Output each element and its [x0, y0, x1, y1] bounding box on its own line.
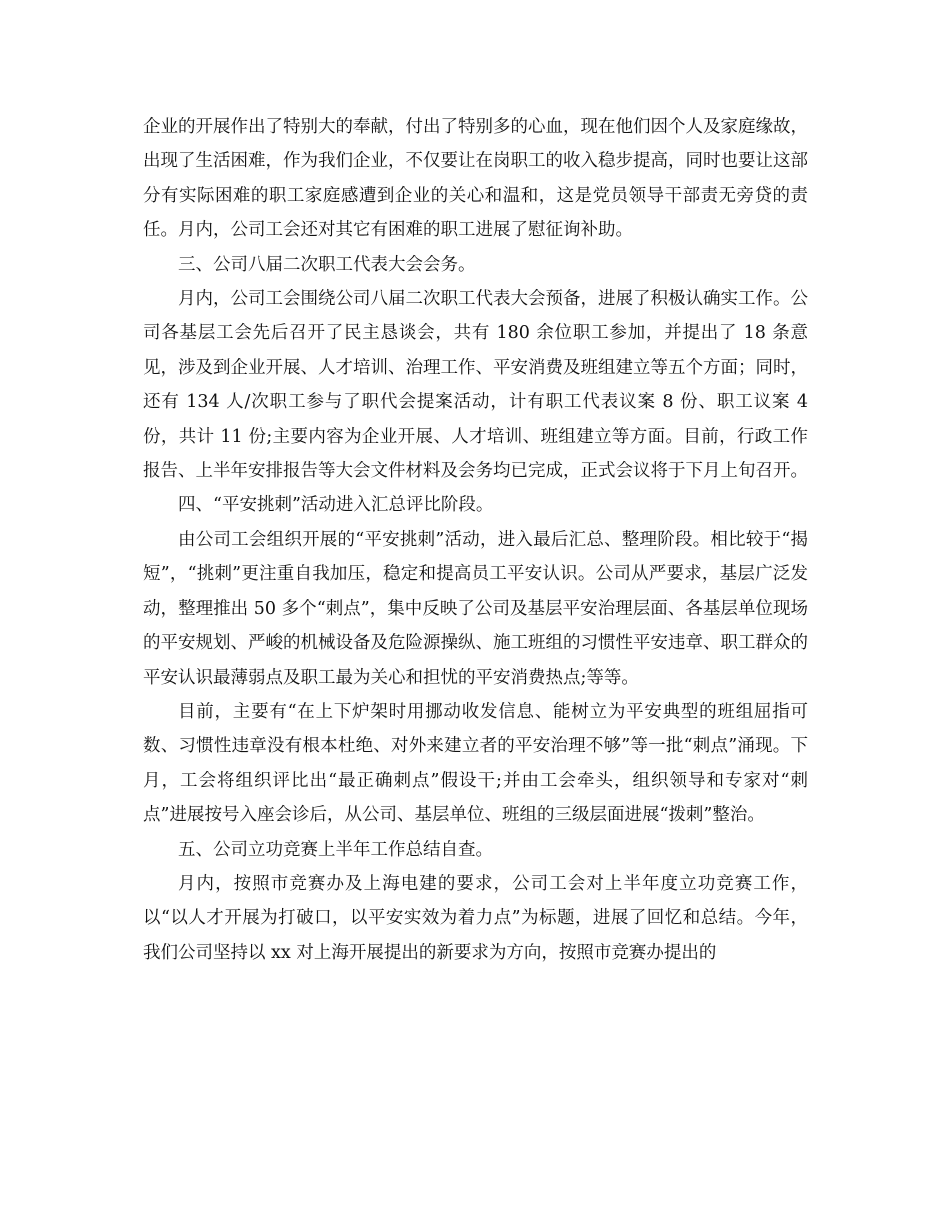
paragraph-2: 月内，公司工会围绕公司八届二次职工代表大会预备，进展了积极认确实工作。公司各基层工会先后召开了民主恳谈会，共有 180 余位职工参加，并提出了 18 条意见，涉及到企业开展、人才培训、治理工作、平安消费及班组建立等五个方面；同时，还有 134 人/次职工参与了职代会提案活动，计有职工代表议案 8 份、职工议案 4 份，共计 11 份;主要内容为企业开展、人才培训、班组建立等方面。目前，行政工作报告、上半年安排报告等大会文件材料及会务均已完成，正式会议将于下月上旬召开。	[143, 289, 808, 482]
section-heading-4: 四、“平安挑刺”活动进入汇总评比阶段。	[178, 495, 494, 516]
document-body	[143, 110, 808, 970]
paragraph-5: 月内，按照市竞赛办及上海电建的要求，公司工会对上半年度立功竞赛工作，以“以人才开展为打破口，以平安实效为着力点”为标题，进展了回忆和总结。今年，我们公司坚持以 xx 对上海开展提出的新要求为方向，按照市竞赛办提出的	[143, 873, 808, 963]
section-heading-3: 三、公司八届二次职工代表大会会务。	[178, 254, 476, 275]
section-heading-5: 五、公司立功竞赛上半年工作总结自查。	[178, 839, 493, 860]
paragraph-3: 由公司工会组织开展的“平安挑刺”活动，进入最后汇总、整理阶段。相比较于“揭短”，“挑刺”更注重自我加压，稳定和提高员工平安认识。公司从严要求，基层广泛发动，整理推出 50 多个“刺点”，集中反映了公司及基层平安治理层面、各基层单位现场的平安规划、严峻的机械设备及危险源操纵、施工班组的习惯性平安违章、职工群众的平安认识最薄弱点及职工最为关心和担忧的平安消费热点;等等。	[143, 529, 808, 688]
paragraph-1: 企业的开展作出了特别大的奉献，付出了特别多的心血，现在他们因个人及家庭缘故，出现了生活困难，作为我们企业，不仅要让在岗职工的收入稳步提高，同时也要让这部分有实际困难的职工家庭感遭到企业的关心和温和，这是党员领导干部责无旁贷的责任。月内，公司工会还对其它有困难的职工进展了慰征询补助。	[143, 117, 808, 241]
paragraph-4: 目前，主要有“在上下炉架时用挪动收发信息、能树立为平安典型的班组屈指可数、习惯性违章没有根本杜绝、对外来建立者的平安治理不够”等一批“刺点”涌现。下月，工会将组织评比出“最正确刺点”假设干;并由工会牵头，组织领导和专家对“刺点”进展按号入座会诊后，从公司、基层单位、班组的三级层面进展“拨刺”整治。	[143, 701, 808, 826]
